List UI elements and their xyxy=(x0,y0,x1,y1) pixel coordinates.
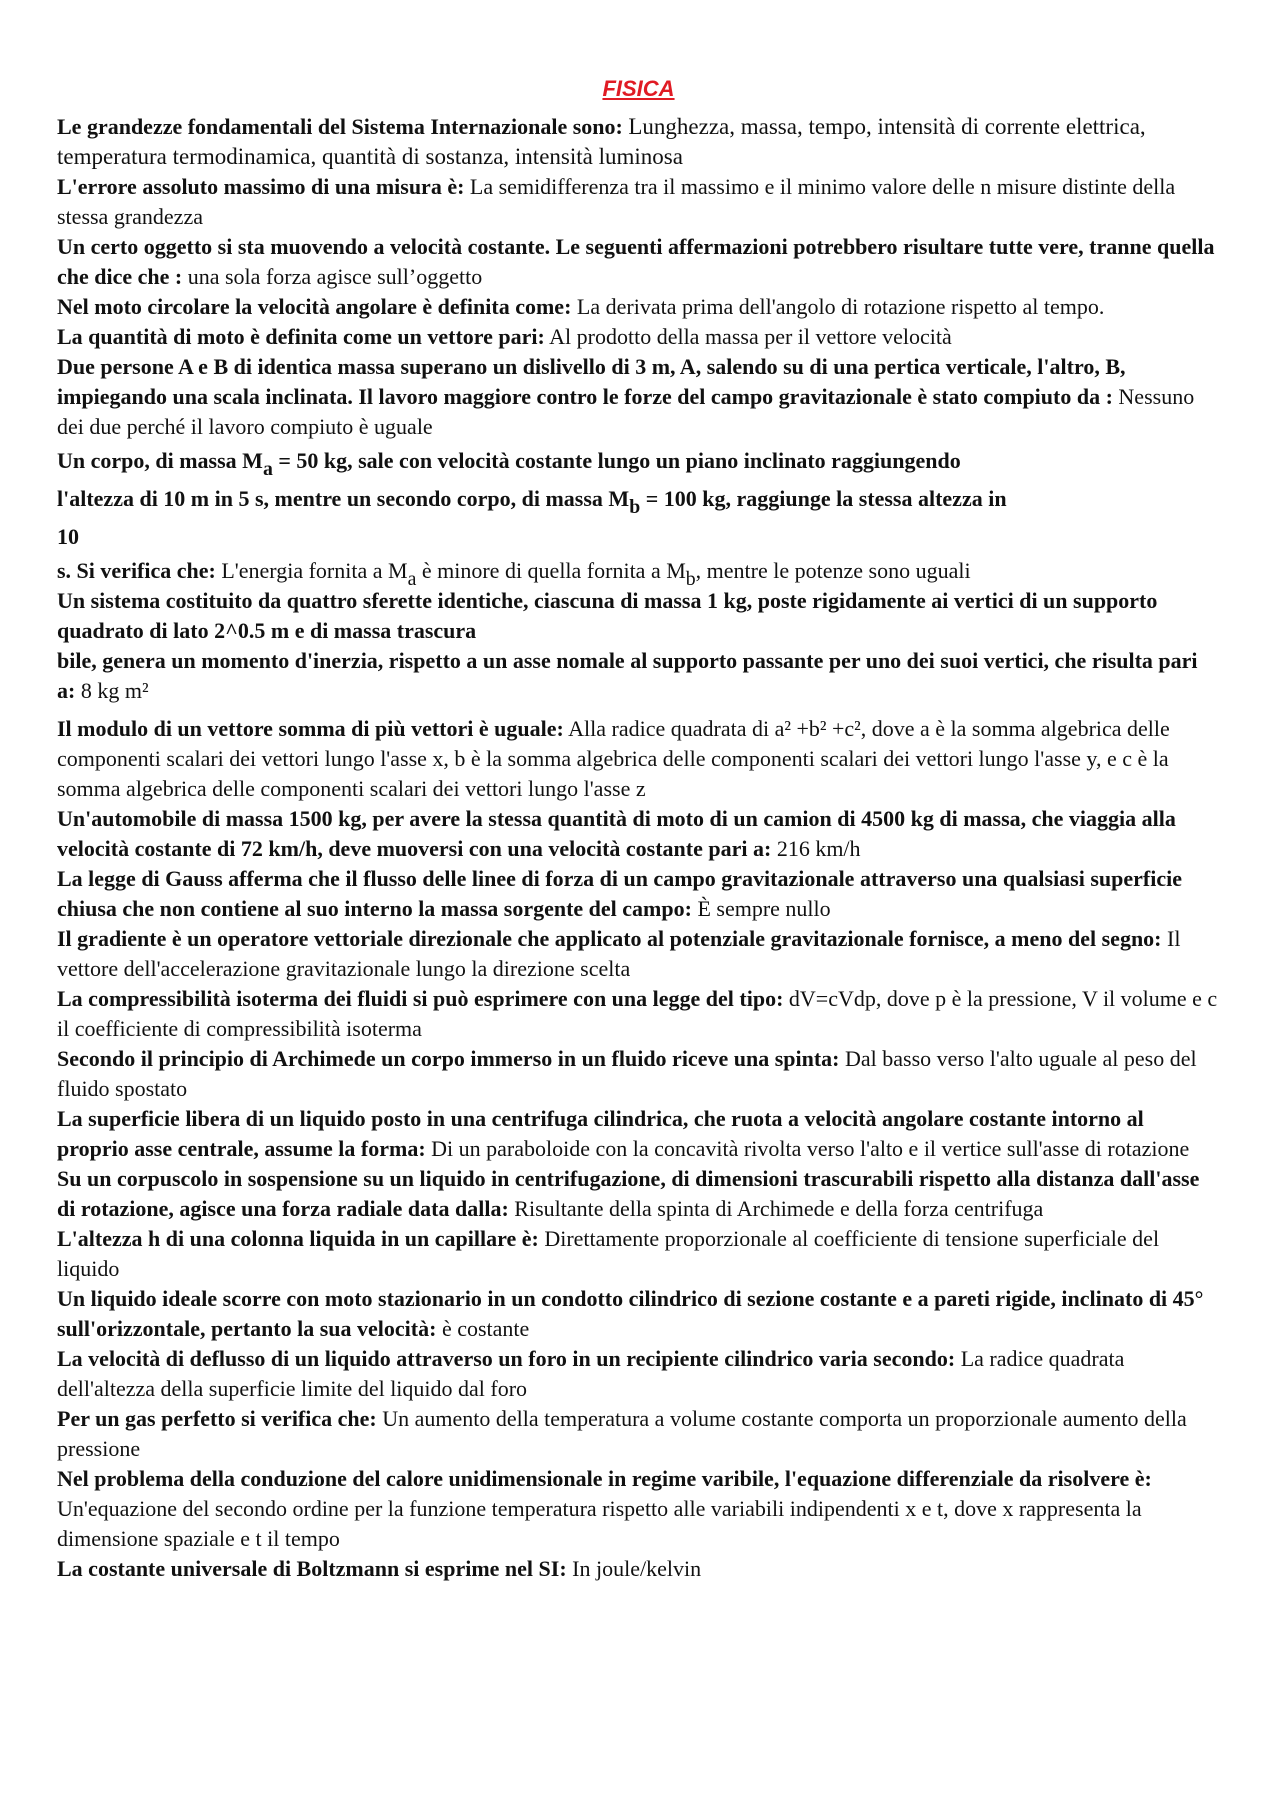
answer-text: Un aumento della temperatura a volume costante comporta un proporzionale aumento della pressione xyxy=(57,1406,1187,1461)
question-text: Un liquido ideale scorre con moto stazionario in un condotto cilindrico di sezione costante e a pareti rigide, inclinato di 45° sull'orizzontale, pertanto la sua velocità: xyxy=(57,1286,1204,1341)
question-text: L'errore assoluto massimo di una misura è: xyxy=(57,174,465,199)
qa-item xyxy=(57,232,1220,292)
question-text: Un'automobile di massa 1500 kg, per avere la stessa quantità di moto di un camion di 4500 kg di massa, che viaggia alla velocità costante di 72 km/h, deve muoversi con una velocità costante pari a: xyxy=(57,806,1176,861)
subscript: b xyxy=(685,567,696,590)
answer-text: Al prodotto della massa per il vettore velocità xyxy=(549,324,952,349)
question-text: l'altezza di 10 m in 5 s, mentre un secondo corpo, di massa M xyxy=(57,486,630,511)
question-text: Un certo oggetto si sta muovendo a velocità costante. Le seguenti affermazioni potrebbero risultare tutte vere, tranne quella che dice che : xyxy=(57,234,1215,289)
answer-text: La semidifferenza tra il massimo e il minimo valore delle n misure distinte della stessa grandezza xyxy=(57,174,1176,229)
question-text: La compressibilità isoterma dei fluidi si può esprimere con una legge del tipo: xyxy=(57,986,784,1011)
qa-item xyxy=(57,1224,1220,1284)
qa-item xyxy=(57,1554,1220,1584)
question-text: Secondo il principio di Archimede un corpo immerso in un fluido riceve una spinta: xyxy=(57,1046,840,1071)
qa-item xyxy=(57,1284,1220,1344)
qa-item xyxy=(57,924,1220,984)
qa-item xyxy=(57,112,1220,172)
answer-text: L'energia fornita a M xyxy=(215,558,408,583)
question-text: Su un corpuscolo in sospensione su un liquido in centrifugazione, di dimensioni trascurabili rispetto alla distanza dall'asse di rotazione, agisce una forza radiale data dalla: xyxy=(57,1166,1200,1221)
page-title: FISICA xyxy=(602,76,675,101)
question-line xyxy=(57,556,1220,590)
question-text: Il gradiente è un operatore vettoriale direzionale che applicato al potenziale gravitazionale fornisce, a meno del segno: xyxy=(57,926,1162,951)
question-text: = 50 kg, sale con velocità costante lungo un piano inclinato raggiungendo xyxy=(272,448,961,473)
answer-text: Risultante della spinta di Archimede e della forza centrifuga xyxy=(514,1196,1044,1221)
subscript: b xyxy=(629,495,641,518)
subscript: a xyxy=(407,567,417,590)
answer-text: Direttamente proporzionale al coefficiente di tensione superficiale del liquido xyxy=(57,1226,1160,1281)
question-line: 10 xyxy=(57,524,79,549)
answer-text: Nessuno dei due perché il lavoro compiuto è uguale xyxy=(57,384,1195,439)
qa-item xyxy=(57,1164,1220,1224)
question-text: L'altezza h di una colonna liquida in un capillare è: xyxy=(57,1226,539,1251)
answer-text: Lunghezza, massa, tempo, intensità di corrente elettrica, temperatura termodinamica, quantità di sostanza, intensità luminosa xyxy=(57,114,1146,169)
question-text: bile, genera un momento d'inerzia, rispetto a un asse nomale al supporto passante per uno dei suoi vertici, che risulta pari a: xyxy=(57,648,1198,703)
answer-text: 8 kg m² xyxy=(80,678,149,703)
qa-item xyxy=(57,1044,1220,1104)
question-line xyxy=(57,480,1220,518)
question-text: Nel problema della conduzione del calore unidimensionale in regime varibile, l'equazione differenziale da risolvere è: xyxy=(57,1466,1152,1491)
qa-item xyxy=(57,804,1220,864)
qa-item xyxy=(57,984,1220,1044)
answer-text: una sola forza agisce sull’oggetto xyxy=(187,264,483,289)
qa-item xyxy=(57,172,1220,232)
qa-item xyxy=(57,1104,1220,1164)
subscript: a xyxy=(262,457,273,480)
question-text: Le grandezze fondamentali del Sistema Internazionale sono: xyxy=(57,114,623,139)
qa-item xyxy=(57,864,1220,924)
answer-text: In joule/kelvin xyxy=(572,1556,702,1581)
question-text: Il modulo di un vettore somma di più vettori è uguale: xyxy=(57,716,564,741)
answer-text: Un'equazione del secondo ordine per la funzione temperatura rispetto alle variabili indipendenti x e t, dove x rappresenta la dimensione spaziale e t il tempo xyxy=(57,1496,1142,1551)
answer-text: Alla radice quadrata di a² +b² +c², dove a è la somma algebrica delle componenti scalari dei vettori lungo l'asse x, b è la somma algebrica delle componenti scalari dei vettori lungo l'asse y, e c è la somma algebrica delle componenti scalari dei vettori lungo l'asse z xyxy=(57,716,1170,801)
qa-item xyxy=(57,442,1220,590)
question-text: La legge di Gauss afferma che il flusso delle linee di forza di un campo gravitazionale attraverso una qualsiasi superficie chiusa che non contiene al suo interno la massa sorgente del campo: xyxy=(57,866,1182,921)
question-text: Due persone A e B di identica massa superano un dislivello di 3 m, A, salendo su di una pertica verticale, l'altro, B, impiegando una scala inclinata. Il lavoro maggiore contro le forze del campo gravitazionale è stato compiuto da : xyxy=(57,354,1126,409)
question-line xyxy=(57,442,1220,480)
answer-text: La radice quadrata dell'altezza della superficie limite del liquido dal foro xyxy=(57,1346,1125,1401)
qa-item xyxy=(57,586,1220,706)
qa-item xyxy=(57,1404,1220,1464)
qa-item xyxy=(57,714,1220,804)
answer-text: È sempre nullo xyxy=(697,896,831,921)
answer-text: Di un paraboloide con la concavità rivolta verso l'alto e il vertice sull'asse di rotazione xyxy=(431,1136,1190,1161)
question-text: = 100 kg, raggiunge la stessa altezza in xyxy=(640,486,1007,511)
question-text: La quantità di moto è definita come un vettore pari: xyxy=(57,324,545,349)
answer-text: Il vettore dell'accelerazione gravitazionale lungo la direzione scelta xyxy=(57,926,1181,981)
answer-text: dV=cVdp, dove p è la pressione, V il volume e c il coefficiente di compressibilità isoterma xyxy=(57,986,1218,1041)
answer-text: è minore di quella fornita a M xyxy=(416,558,686,583)
question-text: s. Si verifica che: xyxy=(57,558,216,583)
qa-item xyxy=(57,1464,1220,1554)
answer-text: 216 km/h xyxy=(776,836,861,861)
question-text: Un sistema costituito da quattro sferette identiche, ciascuna di massa 1 kg, poste rigidamente ai vertici di un supporto quadrato di lato 2^0.5 m e di massa trascura xyxy=(57,588,1158,643)
answer-text: La derivata prima dell'angolo di rotazione rispetto al tempo. xyxy=(576,294,1105,319)
qa-item xyxy=(57,1344,1220,1404)
question-text: Per un gas perfetto si verifica che: xyxy=(57,1406,377,1431)
answer-text: , mentre le potenze sono uguali xyxy=(695,558,971,583)
question-text: La velocità di deflusso di un liquido attraverso un foro in un recipiente cilindrico varia secondo: xyxy=(57,1346,956,1371)
question-text: La costante universale di Boltzmann si esprime nel SI: xyxy=(57,1556,567,1581)
qa-item xyxy=(57,292,1220,322)
qa-item xyxy=(57,322,1220,352)
qa-item xyxy=(57,352,1220,442)
answer-text: Dal basso verso l'alto uguale al peso del fluido spostato xyxy=(57,1046,1197,1101)
answer-text: è costante xyxy=(441,1316,530,1341)
question-text: La superficie libera di un liquido posto in una centrifuga cilindrica, che ruota a velocità angolare costante intorno al proprio asse centrale, assume la forma: xyxy=(57,1106,1144,1161)
question-text: Un corpo, di massa M xyxy=(57,448,263,473)
question-text: Nel moto circolare la velocità angolare è definita come: xyxy=(57,294,572,319)
